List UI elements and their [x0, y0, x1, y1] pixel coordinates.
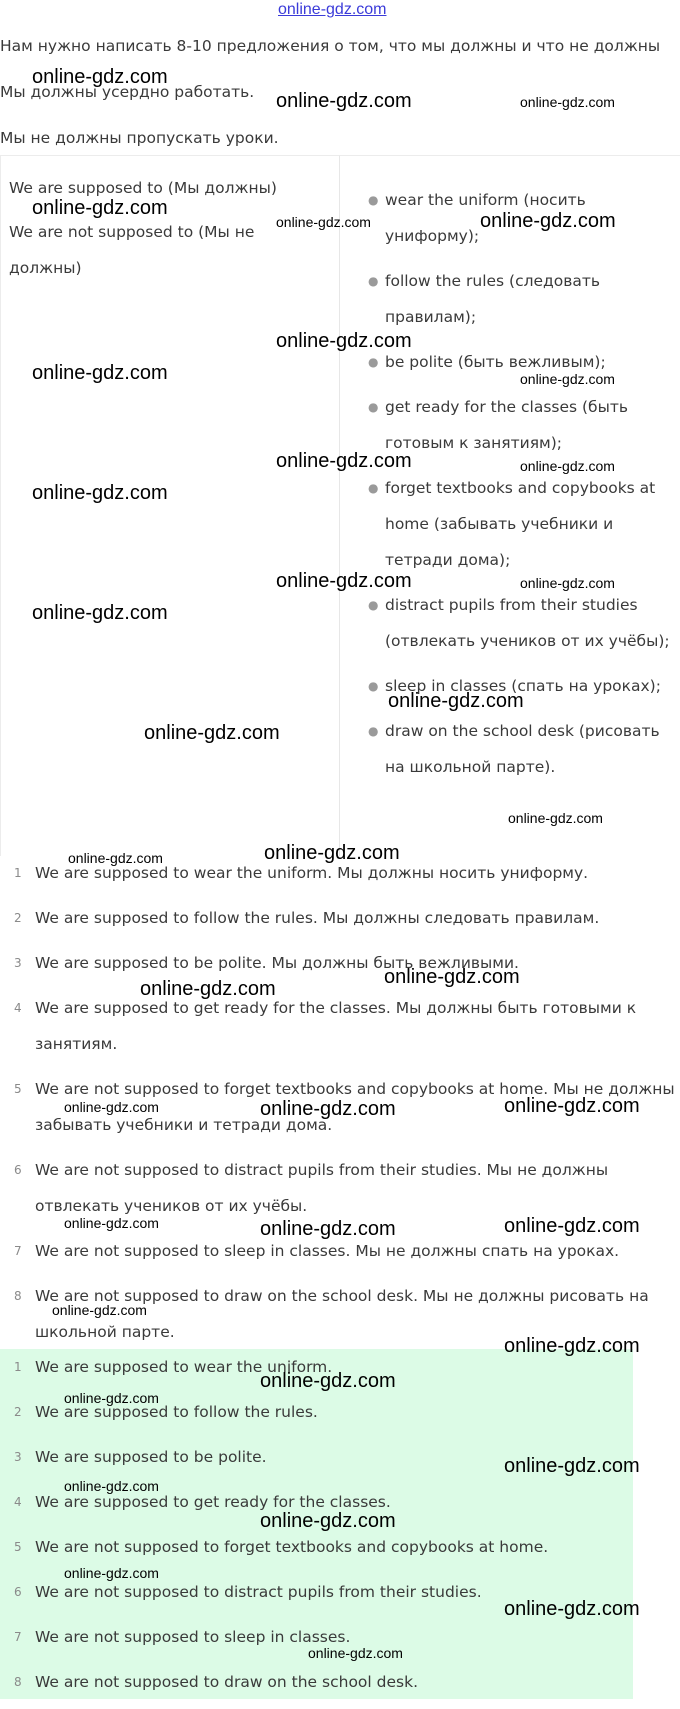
vocabulary-table — [0, 155, 680, 855]
bullet-icon: ● — [368, 724, 379, 738]
watermark: online-gdz.com — [140, 978, 276, 1000]
table-heading-not-supposed: We are not supposed to (Мы не должны) — [9, 223, 255, 277]
list-item-text: We are not supposed to sleep in classes. — [35, 1628, 351, 1646]
watermark: online-gdz.com — [260, 1510, 396, 1532]
watermark: online-gdz.com — [504, 1095, 640, 1117]
list-item — [0, 900, 680, 936]
list-item-text: We are not supposed to draw on the school desk. Мы не должны рисовать на школьной парте. — [35, 1287, 649, 1341]
list-item-text: We are supposed to wear the uniform. Мы должны носить униформу. — [35, 864, 589, 882]
list-item-text: get ready for the classes (быть готовым к занятиям); — [385, 398, 629, 452]
bullet-icon: ● — [368, 481, 379, 495]
watermark: online-gdz.com — [64, 1099, 159, 1115]
watermark: online-gdz.com — [504, 1455, 640, 1477]
bullet-icon: ● — [368, 193, 379, 207]
list-item-text: draw on the school desk (рисовать на школьной парте). — [385, 722, 660, 776]
watermark: online-gdz.com — [68, 850, 163, 866]
watermark: online-gdz.com — [64, 1390, 159, 1406]
intro-paragraph-1: Нам нужно написать 8-10 предложения о том, что мы должны и что не должны — [0, 37, 661, 55]
watermark: online-gdz.com — [276, 90, 412, 112]
watermark: online-gdz.com — [384, 966, 520, 988]
list-item-text: We are not supposed to draw on the school desk. — [35, 1673, 418, 1691]
watermark: online-gdz.com — [32, 66, 168, 88]
list-item — [340, 713, 675, 785]
watermark: online-gdz.com — [52, 1302, 147, 1318]
watermark: online-gdz.com — [260, 1098, 396, 1120]
watermark: online-gdz.com — [32, 197, 168, 219]
watermark: online-gdz.com — [64, 1478, 159, 1494]
watermark: online-gdz.com — [276, 570, 412, 592]
watermark: online-gdz.com — [520, 371, 615, 387]
list-item-text: We are supposed to get ready for the classes. — [35, 1493, 391, 1511]
list-item-text: We are not supposed to forget textbooks and copybooks at home. Мы не должны забывать учебники и тетради дома. — [35, 1080, 675, 1134]
list-item-text: follow the rules (следовать правилам); — [385, 272, 601, 326]
item-number: 2 — [14, 911, 22, 925]
list-item-text: We are supposed to be polite. Мы должны быть вежливыми. — [35, 954, 519, 972]
item-number: 3 — [14, 956, 22, 970]
list-item — [340, 470, 675, 578]
list-item-text: We are not supposed to distract pupils from their studies. — [35, 1583, 482, 1601]
list-item-text: sleep in classes (спать на уроках); — [385, 677, 661, 695]
list-item-text: We are not supposed to distract pupils from their studies. Мы не должны отвлекать учеников от их учёбы. — [35, 1161, 609, 1215]
list-item-text: forget textbooks and copybooks at home (забывать учебники и тетради дома); — [385, 479, 656, 569]
watermark: online-gdz.com — [276, 214, 371, 230]
watermark: online-gdz.com — [276, 450, 412, 472]
watermark: online-gdz.com — [520, 458, 615, 474]
item-number: 7 — [14, 1630, 22, 1644]
list-item-text: We are supposed to follow the rules. Мы должны следовать правилам. — [35, 909, 600, 927]
item-number: 8 — [14, 1675, 22, 1689]
item-number: 1 — [14, 866, 22, 880]
watermark: online-gdz.com — [520, 94, 615, 110]
list-item — [340, 587, 675, 659]
bullet-icon: ● — [368, 598, 379, 612]
header-watermark-link[interactable]: online-gdz.com — [278, 1, 387, 18]
watermark: online-gdz.com — [64, 1215, 159, 1231]
list-item — [340, 263, 675, 335]
watermark: online-gdz.com — [144, 722, 280, 744]
intro-paragraph-2: Мы должны усердно работать. — [0, 83, 255, 101]
watermark: online-gdz.com — [32, 482, 168, 504]
item-number: 6 — [14, 1585, 22, 1599]
list-item-text: wear the uniform (носить униформу); — [385, 191, 586, 245]
list-item-text: be polite (быть вежливым); — [385, 353, 606, 371]
watermark: online-gdz.com — [276, 330, 412, 352]
watermark: online-gdz.com — [504, 1335, 640, 1357]
watermark: online-gdz.com — [264, 842, 400, 864]
table-right-column — [339, 155, 680, 856]
list-item-text: We are not supposed to sleep in classes. Мы не должны спать на уроках. — [35, 1242, 620, 1260]
list-item — [0, 1664, 680, 1700]
item-number: 5 — [14, 1540, 22, 1554]
list-item — [0, 1152, 680, 1224]
list-item-text: We are supposed to be polite. — [35, 1448, 267, 1466]
watermark: online-gdz.com — [32, 602, 168, 624]
watermark: online-gdz.com — [308, 1645, 403, 1661]
list-item-text: We are supposed to wear the uniform. — [35, 1358, 333, 1376]
item-number: 4 — [14, 1001, 22, 1015]
watermark: online-gdz.com — [480, 210, 616, 232]
list-item — [0, 1529, 680, 1565]
item-number: 3 — [14, 1450, 22, 1464]
list-item — [0, 945, 680, 981]
list-item-text: We are supposed to follow the rules. — [35, 1403, 318, 1421]
list-item-text: distract pupils from their studies (отвлекать учеников от их учёбы); — [385, 596, 670, 650]
list-item-text: We are supposed to get ready for the classes. Мы должны быть готовыми к занятиям. — [35, 999, 637, 1053]
bullet-icon: ● — [368, 274, 379, 288]
item-number: 7 — [14, 1244, 22, 1258]
item-number: 4 — [14, 1495, 22, 1509]
watermark: online-gdz.com — [32, 362, 168, 384]
item-number: 8 — [14, 1289, 22, 1303]
watermark: online-gdz.com — [504, 1215, 640, 1237]
watermark: online-gdz.com — [388, 690, 524, 712]
watermark: online-gdz.com — [520, 575, 615, 591]
item-number: 5 — [14, 1082, 22, 1096]
list-item — [0, 990, 680, 1062]
bullet-icon: ● — [368, 679, 379, 693]
table-heading-supposed: We are supposed to (Мы должны) — [9, 179, 277, 197]
table-left-column — [0, 155, 339, 856]
intro-paragraph-3: Мы не должны пропускать уроки. — [0, 129, 279, 147]
item-number: 1 — [14, 1360, 22, 1374]
bullet-icon: ● — [368, 355, 379, 369]
watermark: online-gdz.com — [260, 1370, 396, 1392]
list-item-text: We are not supposed to forget textbooks and copybooks at home. — [35, 1538, 549, 1556]
watermark: online-gdz.com — [508, 810, 603, 826]
item-number: 6 — [14, 1163, 22, 1177]
item-number: 2 — [14, 1405, 22, 1419]
watermark: online-gdz.com — [260, 1218, 396, 1240]
watermark: online-gdz.com — [504, 1598, 640, 1620]
bullet-icon: ● — [368, 400, 379, 414]
watermark: online-gdz.com — [64, 1565, 159, 1581]
